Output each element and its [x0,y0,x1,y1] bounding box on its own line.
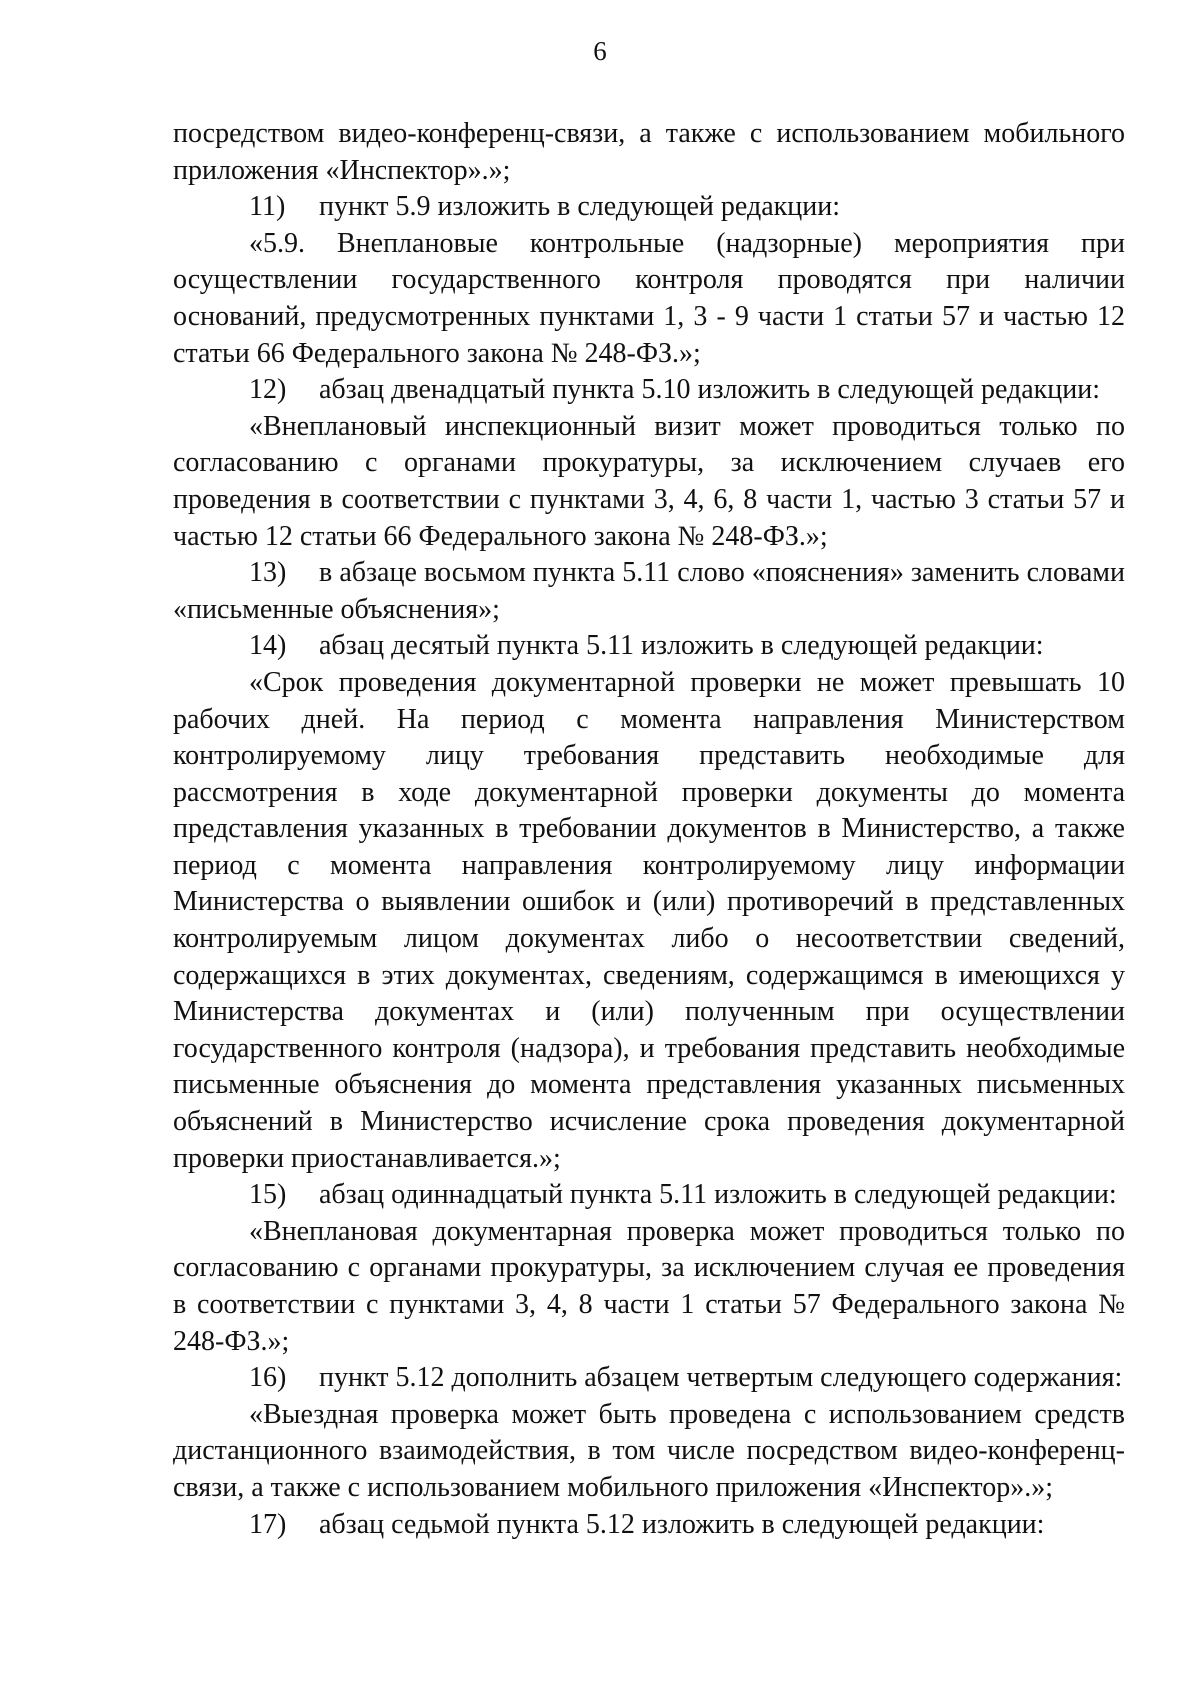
paragraph-text: «Внеплановый инспекционный визит может проводиться только по согласованию с органами прокуратуры, за исключением случаев его проведения в соответствии с пунктами 3, 4, 6, 8 части 1, частью 3 статьи 57 и частью 12 статьи 66 Федерального закона № 248-ФЗ.»; [173,410,1125,552]
item-number: 14) [249,630,287,662]
item-number: 16) [249,1362,287,1394]
paragraph-text: «Внеплановая документарная проверка может проводиться только по согласованию с органами прокуратуры, за исключением случая ее проведения в соответствии с пунктами 3, 4, 8 части 1 статьи 57 Федерального закона № 248-ФЗ.»; [173,1215,1125,1357]
item-number: 12) [249,374,287,406]
paragraph-text: «Срок проведения документарной проверки не может превышать 10 рабочих дней. На период с момента направления Министерством контролируемому лицу требования представить необходимые для рассмотрения в ходе документарной проверки документы до момента представления указанных в требовании документов в Министерство, а также период с момента направления контролируемому лицу информации Министерства о выявлении ошибок и (или) противоречий в представленных контролируемым лицом документах либо о несоответствии сведений, содержащихся в этих документах, сведениям, содержащимся в имеющихся у Министерства документах и (или) полученным при осуществлении государственного контроля (надзора), и требования представить необходимые письменные объяснения до момента представления указанных письменных объяснений в Министерство исчисление срока проведения документарной проверки приостанавливается.»; [173,666,1125,1174]
list-item-12 [173,372,1125,409]
item-number: 15) [249,1179,287,1211]
quoted-paragraph-14 [173,665,1125,1177]
paragraph-continuation [173,116,1125,189]
item-number: 11) [249,191,286,223]
list-item-14 [173,628,1125,665]
paragraph-text: «Выездная проверка может быть проведена с использованием средств дистанционного взаимодействия, в том числе посредством видео-конференц-связи, а также с использованием мобильного приложения «Инспектор».»; [173,1398,1125,1503]
list-item-17 [173,1507,1125,1544]
item-text: в абзаце восьмом пункта 5.11 слово «пояснения» заменить словами «письменные объяснения»; [173,557,1125,625]
item-text: абзац десятый пункта 5.11 изложить в следующей редакции: [319,630,1044,662]
item-text: абзац двенадцатый пункта 5.10 изложить в следующей редакции: [319,374,1101,406]
document-body [173,116,1125,1543]
item-number: 13) [249,557,287,589]
list-item-11 [173,189,1125,226]
quoted-paragraph-11 [173,226,1125,372]
item-number: 17) [249,1508,287,1540]
item-text: пункт 5.9 изложить в следующей редакции: [319,191,840,223]
page-number: 6 [593,36,607,66]
list-item-13 [173,555,1125,628]
paragraph-text: посредством видео-конференц-связи, а также с использованием мобильного приложения «Инспектор».»; [173,118,1125,186]
item-text: абзац седьмой пункта 5.12 изложить в следующей редакции: [319,1508,1045,1540]
item-text: абзац одиннадцатый пункта 5.11 изложить в следующей редакции: [319,1179,1117,1211]
quoted-paragraph-15 [173,1214,1125,1360]
list-item-15 [173,1177,1125,1214]
quoted-paragraph-12 [173,409,1125,555]
paragraph-text: «5.9. Внеплановые контрольные (надзорные) мероприятия при осуществлении государственного контроля проводятся при наличии оснований, предусмотренных пунктами 1, 3 - 9 части 1 статьи 57 и частью 12 статьи 66 Федерального закона № 248-ФЗ.»; [173,227,1125,369]
list-item-16 [173,1360,1125,1397]
item-text: пункт 5.12 дополнить абзацем четвертым следующего содержания: [319,1362,1123,1394]
quoted-paragraph-16 [173,1397,1125,1507]
